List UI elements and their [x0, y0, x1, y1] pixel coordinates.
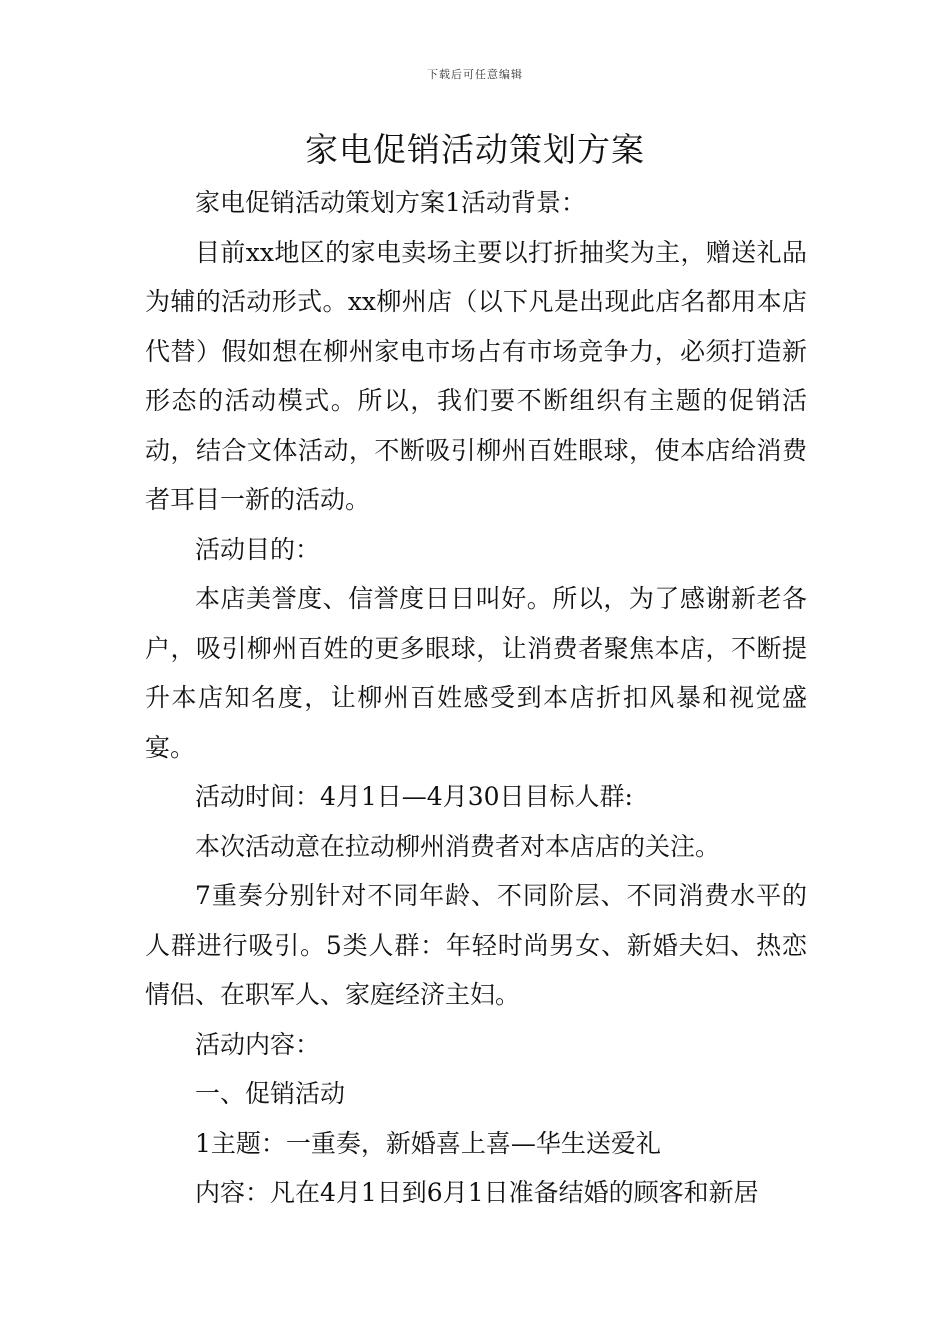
paragraph: 7重奏分别针对不同年龄、不同阶层、不同消费水平的人群进行吸引。5类人群：年轻时尚男女、新婚夫妇、热恋情侣、在职军人、家庭经济主妇。: [145, 881, 807, 1009]
document-body: [145, 178, 807, 1218]
paragraph: 活动内容：: [195, 1029, 321, 1059]
paragraph: 本次活动意在拉动柳州消费者对本店店的关注。: [195, 831, 721, 861]
paragraph: 活动时间：4月1日—4月30日目标人群:: [195, 782, 633, 811]
paragraph: 一、促销活动: [195, 1079, 346, 1108]
paragraph: 1主题：一重奏，新婚喜上喜—华生送爱礼: [195, 1128, 661, 1158]
header-note: 下载后可任意编辑: [427, 68, 523, 81]
paragraph: 家电促销活动策划方案1活动背景：: [195, 188, 586, 217]
paragraph: 目前xx地区的家电卖场主要以打折抽奖为主，赠送礼品为辅的活动形式。xx柳州店（以下凡是出现此店名都用本店代替）假如想在柳州家电市场占有市场竞争力，必须打造新形态的活动模式。所以，我们要不断组织有主题的促销活动，结合文体活动，不断吸引柳州百姓眼球，使本店给消费者耳目一新的活动。: [145, 237, 807, 514]
paragraph: 本店美誉度、信誉度日日叫好。所以，为了感谢新老各户，吸引柳州百姓的更多眼球，让消费者聚焦本店，不断提升本店知名度，让柳州百姓感受到本店折扣风暴和视觉盛宴。: [145, 584, 807, 762]
paragraph: 内容：凡在4月1日到6月1日准备结婚的顾客和新居: [195, 1178, 759, 1207]
paragraph: 活动目的：: [195, 534, 321, 564]
document-title: 家电促销活动策划方案: [305, 130, 645, 169]
